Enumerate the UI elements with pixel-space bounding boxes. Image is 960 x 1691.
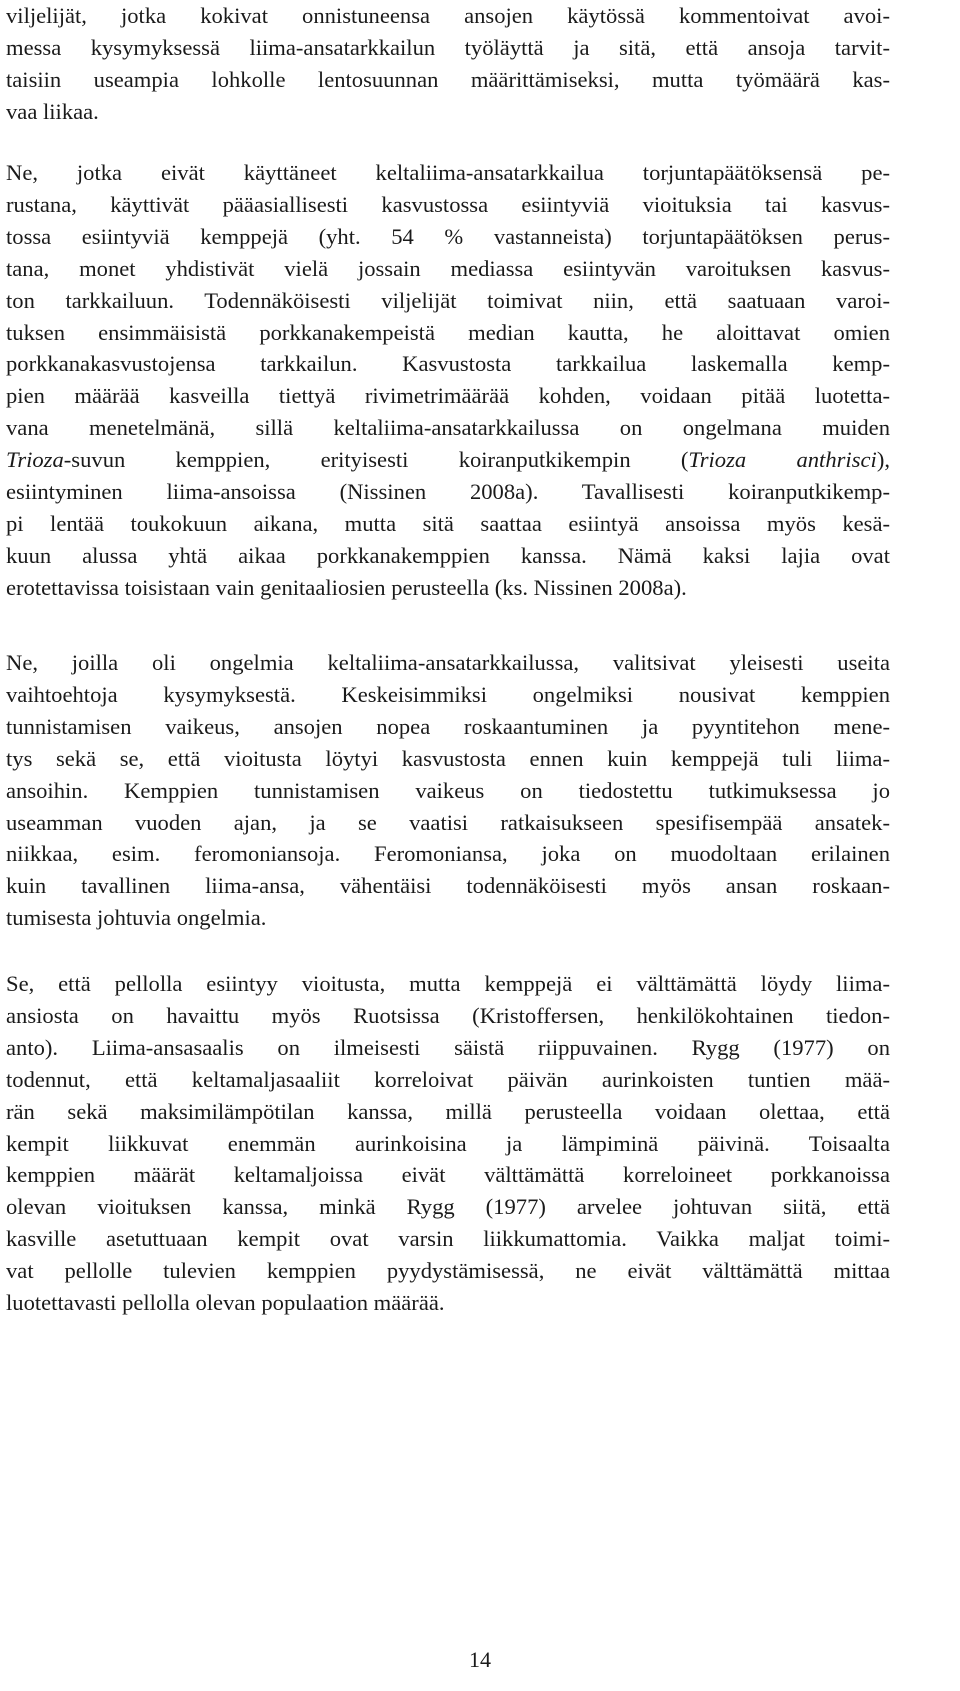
text-line: vaihtoehtoja kysymyksestä. Keskeisimmiksi ongelmiksi nousivat kemppien (6, 681, 890, 707)
text-line: tuksen ensimmäisistä porkkanakempeistä median kautta, he aloittavat omien (6, 319, 890, 345)
text-line: vat pellolle tulevien kemppien pyydystämisessä, ne eivät välttämättä mittaa (6, 1258, 890, 1284)
text-line: tumisesta johtuvia ongelmia. (6, 905, 267, 931)
paragraph-4 (6, 968, 890, 1319)
text-line: kuun alussa yhtä aikaa porkkanakemppien kanssa. Nämä kaksi lajia ovat (6, 542, 890, 568)
italic-species: Trioza anthrisci (688, 447, 877, 473)
text-line: esiintyminen liima-ansoissa (Nissinen 2008a). Tavallisesti koiranputkikemp- (6, 479, 890, 505)
text-line: erotettavissa toisistaan vain genitaaliosien perusteella (ks. Nissinen 2008a). (6, 574, 687, 600)
text-line: kuin tavallinen liima-ansa, vähentäisi todennäköisesti myös ansan roskaan- (6, 873, 890, 899)
text-line: vana menetelmänä, sillä keltaliima-ansatarkkailussa on ongelmana muiden (6, 415, 890, 441)
text-line: kemppien määrät keltamaljoissa eivät välttämättä korreloineet porkkanoissa (6, 1162, 890, 1188)
text-line: Ne, jotka eivät käyttäneet keltaliima-ansatarkkailua torjuntapäätöksensä pe- (6, 160, 890, 185)
text-line: rän sekä maksimilämpötilan kanssa, millä perusteella voidaan olettaa, että (6, 1098, 890, 1124)
text-line: Ne, joilla oli ongelmia keltaliima-ansatarkkailussa, valitsivat yleisesti useita (6, 650, 890, 675)
text-line: kasville asetuttuaan kempit ovat varsin liikkumattomia. Vaikka maljat toimi- (6, 1226, 890, 1252)
text-line: vaa liikaa. (6, 98, 99, 124)
text-line: niikkaa, esim. feromoniansoja. Feromoniansa, joka on muodoltaan erilainen (6, 841, 890, 867)
text-line: rustana, käyttivät pääasiallisesti kasvustossa esiintyviä vioituksia tai kasvus- (6, 191, 890, 217)
text-line: ansoihin. Kemppien tunnistamisen vaikeus on tiedostettu tutkimuksessa jo (6, 777, 890, 803)
text-run: ), (876, 447, 890, 473)
text-line: olevan vioituksen kanssa, minkä Rygg (1977) arvelee johtuvan siitä, että (6, 1194, 890, 1220)
paragraph-2 (6, 157, 890, 604)
text-line: porkkanakasvustojensa tarkkailun. Kasvustosta tarkkailua laskemalla kemp- (6, 351, 890, 377)
page-number: 14 (469, 1647, 491, 1672)
text-line: messa kysymyksessä liima-ansatarkkailun työläyttä ja sitä, että ansoja tarvit- (6, 34, 890, 60)
text-line-with-italics (6, 444, 890, 476)
paragraph-3 (6, 647, 890, 934)
text-line: tys sekä se, että vioitusta löytyi kasvustosta ennen kuin kemppejä tuli liima- (6, 745, 890, 771)
text-line: pi lentää toukokuun aikana, mutta sitä saattaa esiintyä ansoissa myös kesä- (6, 510, 890, 536)
text-line: todennut, että keltamaljasaaliit korreloivat päivän aurinkoisten tuntien mää- (6, 1066, 890, 1092)
text-line: ton tarkkailuun. Todennäköisesti viljelijät toimivat niin, että saatuaan varoi- (6, 287, 890, 313)
text-line: anto). Liima-ansasaalis on ilmeisesti säistä riippuvainen. Rygg (1977) on (6, 1034, 890, 1060)
italic-genus: Trioza (6, 447, 64, 473)
text-run: -suvun kemppien, erityisesti koiranputkikempin ( (63, 447, 689, 473)
text-line: taisiin useampia lohkolle lentosuunnan määrittämiseksi, mutta työmäärä kas- (6, 66, 890, 92)
text-line: tossa esiintyviä kemppejä (yht. 54 % vastanneista) torjuntapäätöksen perus- (6, 223, 890, 249)
text-line: tunnistamisen vaikeus, ansojen nopea roskaantuminen ja pyyntitehon mene- (6, 713, 890, 739)
text-line: kempit liikkuvat enemmän aurinkoisina ja lämpiminä päivinä. Toisaalta (6, 1130, 890, 1156)
text-line: tana, monet yhdistivät vielä jossain mediassa esiintyvän varoituksen kasvus- (6, 255, 890, 281)
text-line: pien määrää kasveilla tiettyä rivimetrimäärää kohden, voidaan pitää luotetta- (6, 383, 890, 409)
text-line: ansiosta on havaittu myös Ruotsissa (Kristoffersen, henkilökohtainen tiedon- (6, 1002, 890, 1028)
text-line: viljelijät, jotka kokivat onnistuneensa ansojen käytössä kommentoivat avoi- (6, 3, 890, 28)
text-line: Se, että pellolla esiintyy vioitusta, mutta kemppejä ei välttämättä löydy liima- (6, 971, 890, 996)
paragraph-1 (6, 0, 890, 128)
text-line: luotettavasti pellolla olevan populaation määrää. (6, 1290, 445, 1316)
text-line: useamman vuoden ajan, ja se vaatisi ratkaisukseen spesifisempää ansatek- (6, 809, 890, 835)
